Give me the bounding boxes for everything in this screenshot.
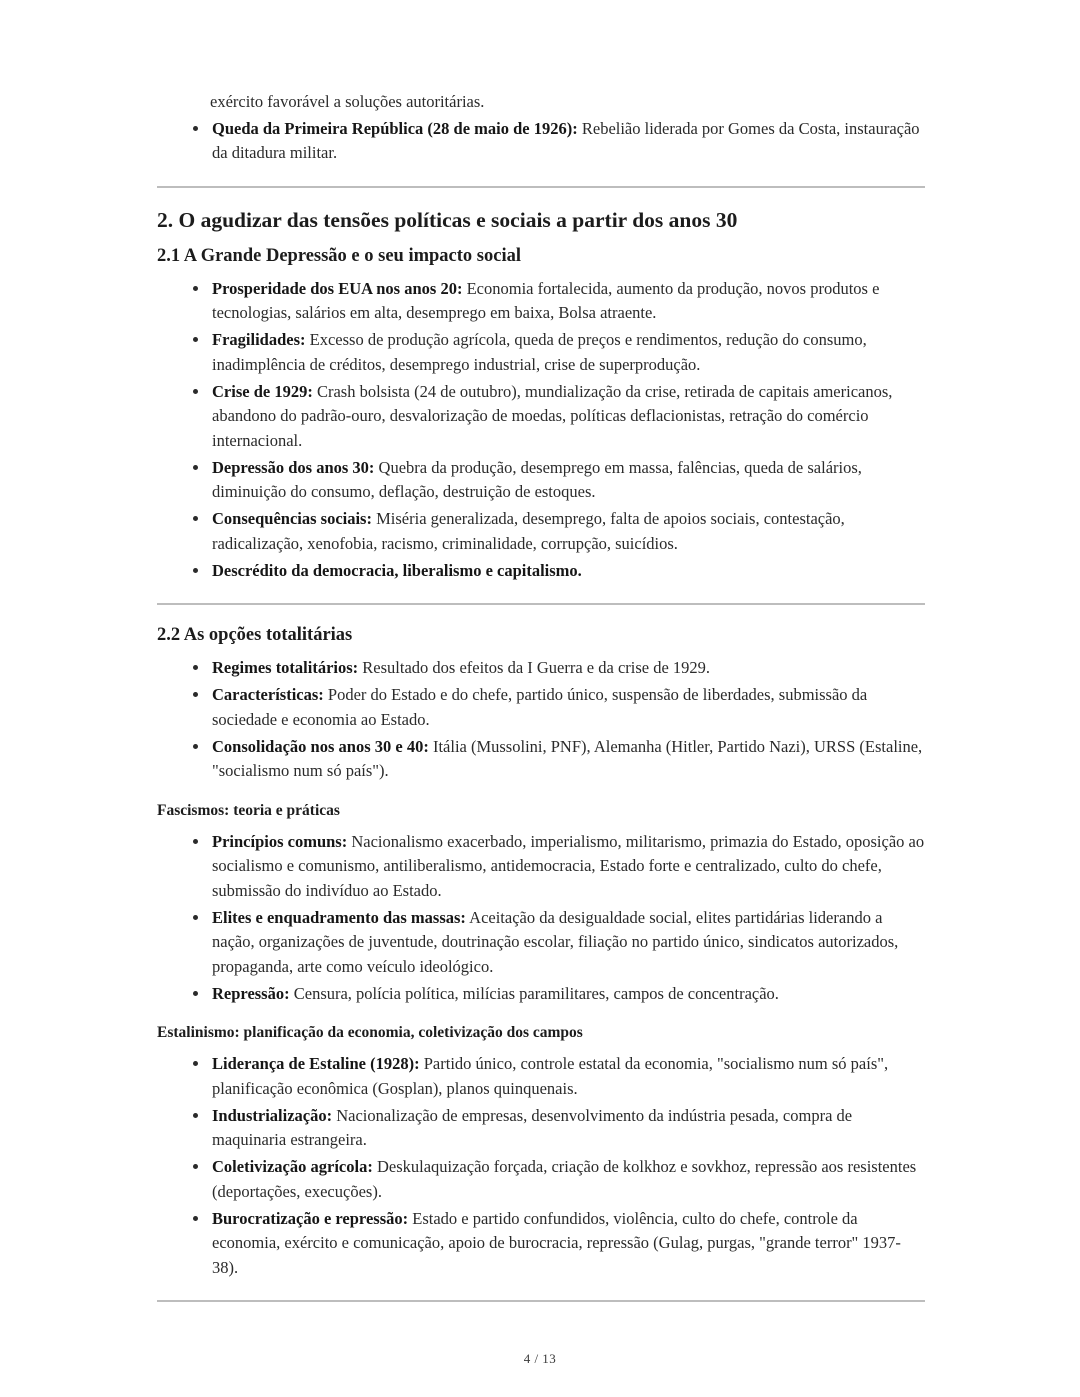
- definition: Censura, polícia política, milícias paramilitares, campos de concentração.: [293, 983, 779, 1003]
- section-divider: [157, 603, 925, 605]
- term: Coletivização agrícola:: [212, 1157, 373, 1176]
- list-item: [210, 456, 925, 505]
- term: Liderança de Estaline (1928):: [212, 1054, 420, 1073]
- continuation-text: exército favorável a soluções autoritárias.: [210, 92, 485, 111]
- list-item: [210, 1104, 925, 1153]
- list-item: [210, 1052, 925, 1101]
- list-item: [210, 1155, 925, 1204]
- list-item: [210, 683, 925, 732]
- subsubsection-heading: Estalinismo: planificação da economia, coletivização dos campos: [157, 1024, 583, 1041]
- bullet-list: [157, 277, 925, 584]
- term: Regimes totalitários:: [212, 658, 359, 677]
- definition: Estado e partido confundidos, violência, culto do chefe, controle da economia, exército e comunicação, apoio de burocracia, repressão (Gulag, purgas, "grande terror" 1937-38).: [212, 1208, 901, 1277]
- bullet-list: [157, 656, 925, 784]
- term: Repressão:: [212, 983, 290, 1003]
- term: Prosperidade dos EUA nos anos 20:: [212, 278, 463, 298]
- list-item: [210, 277, 925, 326]
- term: Princípios comuns:: [212, 831, 348, 851]
- definition: Rebelião liderada por Gomes da Costa, instauração da ditadura militar.: [212, 118, 920, 162]
- term: Depressão dos anos 30:: [212, 457, 375, 477]
- term: Fragilidades:: [212, 330, 306, 349]
- section-heading: 2. O agudizar das tensões políticas e sociais a partir dos anos 30: [157, 207, 738, 232]
- term: Consequências sociais:: [212, 509, 372, 528]
- term: Crise de 1929:: [212, 381, 313, 401]
- definition: Quebra da produção, desemprego em massa, falências, queda de salários, diminuição do consumo, deflação, destruição de estoques.: [212, 457, 862, 501]
- bullet-list: [157, 830, 925, 1007]
- section-divider: [157, 1300, 925, 1302]
- definition: Nacionalismo exacerbado, imperialismo, militarismo, primazia do Estado, oposição ao socialismo e comunismo, antiliberalismo, antidemocracia, Estado forte e centralizado, culto do chefe, submissão do indivíduo ao Estado.: [212, 831, 925, 900]
- bullet-list: [157, 117, 925, 166]
- subsubsection-heading: Fascismos: teoria e práticas: [157, 801, 340, 819]
- term: Consolidação nos anos 30 e 40:: [212, 736, 429, 756]
- list-item: [210, 830, 925, 904]
- subsection-heading: 2.2 As opções totalitárias: [157, 625, 353, 645]
- term: Burocratização e repressão:: [212, 1208, 409, 1228]
- term: Descrédito da democracia, liberalismo e capitalismo.: [212, 560, 582, 580]
- definition: Crash bolsista (24 de outubro), mundialização da crise, retirada de capitais americanos, abandono do padrão-ouro, desvalorização de moedas, políticas deflacionistas, retração do comércio internacional.: [212, 381, 893, 450]
- definition: Partido único, controle estatal da economia, "socialismo num só país", planificação econômica (Gosplan), planos quinquenais.: [212, 1054, 889, 1098]
- list-item: [210, 982, 925, 1007]
- list-item: [210, 735, 925, 784]
- page-number: 4 / 13: [523, 1350, 557, 1366]
- definition: Economia fortalecida, aumento da produção, novos produtos e tecnologias, salários em alta, desemprego em baixa, Bolsa atraente.: [212, 278, 880, 322]
- list-item: [210, 906, 925, 980]
- definition: Deskulaquização forçada, criação de kolkhoz e sovkhoz, repressão aos resistentes (deportações, execuções).: [212, 1157, 917, 1201]
- definition: Nacionalização de empresas, desenvolvimento da indústria pesada, compra de maquinaria estrangeira.: [212, 1105, 853, 1149]
- list-item: [210, 328, 925, 377]
- subsection-heading: 2.1 A Grande Depressão e o seu impacto social: [157, 245, 521, 266]
- section-divider: [157, 186, 925, 188]
- definition: Aceitação da desigualdade social, elites partidárias liderando a nação, organizações de juventude, doutrinação escolar, filiação no partido único, sindicatos autorizados, propaganda, arte como veículo ideológico.: [212, 907, 899, 976]
- list-item: [210, 559, 925, 584]
- list-item: [210, 1207, 925, 1281]
- term: Queda da Primeira República (28 de maio de 1926):: [212, 118, 578, 138]
- definition: Resultado dos efeitos da I Guerra e da crise de 1929.: [362, 658, 711, 677]
- list-item: [210, 117, 925, 166]
- list-item: [210, 380, 925, 454]
- term: Elites e enquadramento das massas:: [212, 907, 466, 927]
- definition: Itália (Mussolini, PNF), Alemanha (Hitler, Partido Nazi), URSS (Estaline, "socialismo num só país").: [212, 736, 923, 780]
- definition: Miséria generalizada, desemprego, falta de apoios sociais, contestação, radicalização, xenofobia, racismo, criminalidade, corrupção, suicídios.: [212, 509, 845, 553]
- term: Industrialização:: [212, 1105, 333, 1125]
- list-item: [210, 507, 925, 556]
- term: Características:: [212, 685, 324, 704]
- definition: Excesso de produção agrícola, queda de preços e rendimentos, redução do consumo, inadimplência de créditos, desemprego industrial, crise de superprodução.: [212, 330, 867, 374]
- list-item: [210, 656, 925, 681]
- bullet-list: [157, 1052, 925, 1280]
- definition: Poder do Estado e do chefe, partido único, suspensão de liberdades, submissão da sociedade e economia ao Estado.: [212, 685, 868, 729]
